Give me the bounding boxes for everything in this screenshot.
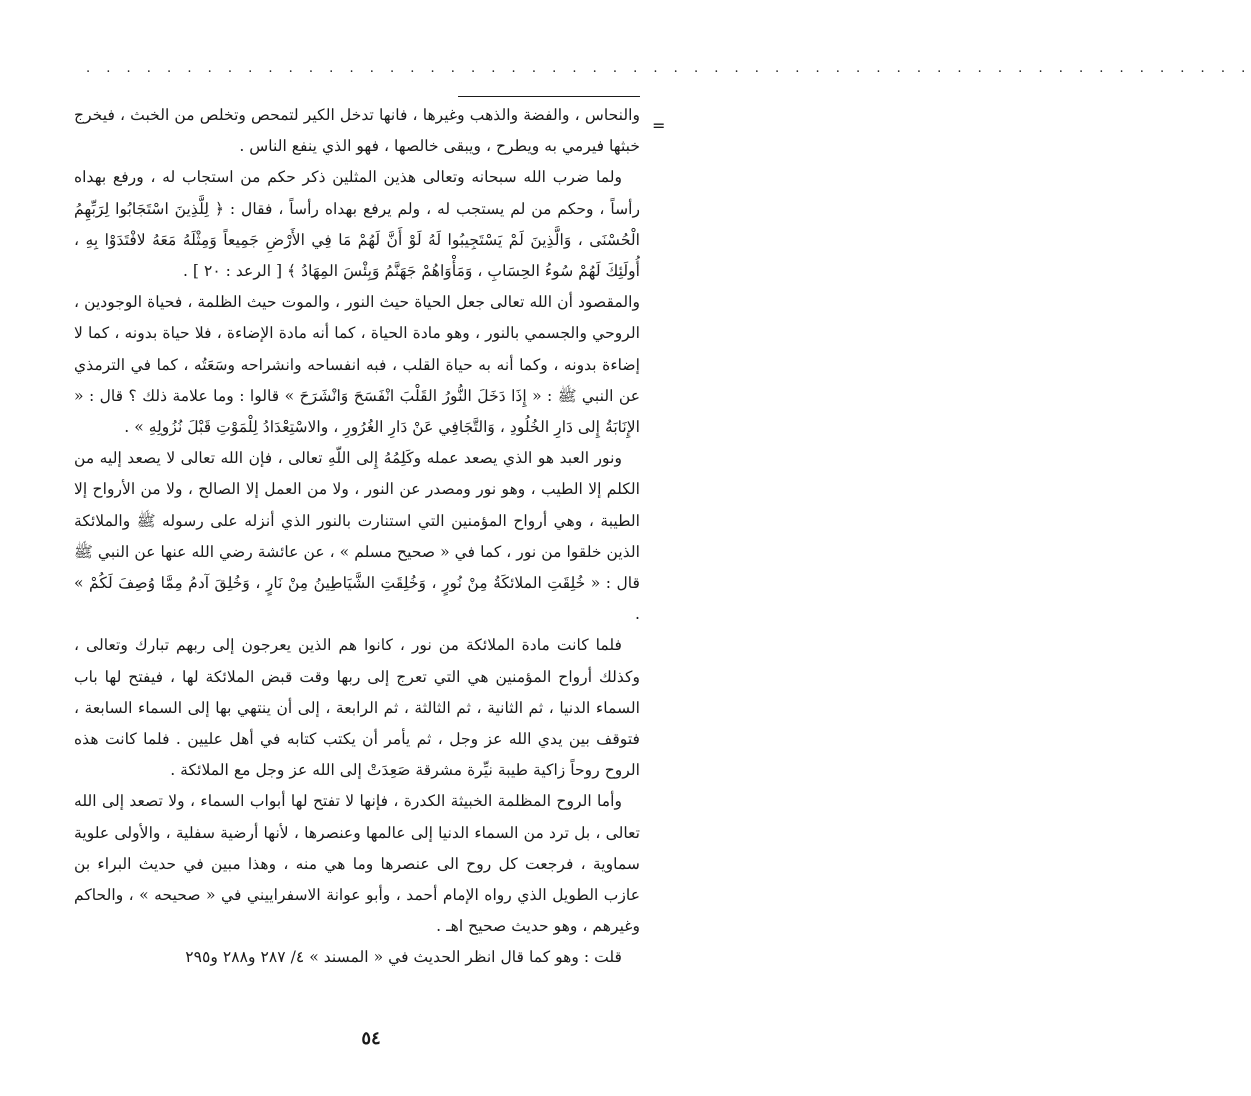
paragraph: والمقصود أن الله تعالى جعل الحياة حيث النور ، والموت حيث الظلمة ، فحياة الوجودين ، الروحي والجسمي بالنور ، وهو مادة الحياة ، كما أنه مادة الإضاءة ، فلا حياة بدونه ، كما لا إضاءة بدونه ، وكما أنه به حياة القلب ، فبه انفساحه وانشراحه وسَعَتُه ، كما في الترمذي عن النبي ﷺ : « إِذَا دَخَلَ النُّورُ القَلْبَ انْفَسَحَ وَانْشَرَحَ » قالوا : وما علامة ذلك ؟ قال : « الإِنَابَةُ إِلى دَارِ الخُلُودِ ، وَالتَّجَافِي عَنْ دَارِ الغُرُورِ ، والاسْتِعْدَادُ لِلْمَوْتِ قَبْلَ نُزُولِهِ » .: [74, 293, 640, 437]
header-dotted-rule: . . . . . . . . . . . . . . . . . . . . . . . . . . . . . . . . . . . . . . . . . . . . . . . . . . . . . . . . . .: [86, 61, 1251, 76]
paragraph: وأما الروح المظلمة الخبيثة الكدرة ، فإنها لا تفتح لها أبواب السماء ، ولا تصعد إلى الله تعالى ، بل ترد من السماء الدنيا إلى عالمها وعنصرها ، لأنها أرضية سفلية ، والأولى علوية سماوية ، فرجعت كل روح الى عنصرها وما هي منه ، وهذا مبين في حديث البراء بن عازب الطويل الذي رواه الإمام أحمد ، وأبو عوانة الاسفراييني في « صحيحه » ، والحاكم وغيرهم ، وهو حديث صحيح اهـ .: [74, 792, 640, 936]
margin-mark: =: [652, 116, 666, 135]
paragraph: فلما كانت مادة الملائكة من نور ، كانوا هم الذين يعرجون إلى ربهم تبارك وتعالى ، وكذلك أرواح المؤمنين هي التي تعرج إلى ربها وقت قبض الملائكة لها ، فيفتح لها باب السماء الدنيا ، ثم الثانية ، ثم الثالثة ، ثم الرابعة ، إلى أن ينتهي بها إلى السماء السابعة ، فتوقف بين يدي الله عز وجل ، ثم يأمر أن يكتب كتابه في أهل عليين . فلما كانت هذه الروح روحاً زاكية طيبة نيِّرة مشرقة صَعِدَتْ إلى الله عز وجل مع الملائكة .: [74, 636, 640, 780]
paragraph: والنحاس ، والفضة والذهب وغيرها ، فانها تدخل الكير لتمحص وتخلص من الخبث ، فيخرج خبثها فيرمي به ويطرح ، ويبقى خالصها ، فهو الذي ينفع الناس .: [74, 106, 640, 156]
header-rule: [458, 96, 640, 97]
paragraph: قلت : وهو كما قال انظر الحديث في « المسند » ٤/ ٢٨٧ و٢٨٨ و٢٩٥: [185, 948, 622, 967]
page-number: ٥٤: [361, 1028, 381, 1049]
body-text: [74, 100, 640, 974]
paragraph: ولما ضرب الله سبحانه وتعالى هذين المثلين ذكر حكم من استجاب له ، ورفع بهداه رأساً ، وحكم من لم يستجب له ، ولم يرفع بهداه رأساً ، فقال : ﴿ لِلَّذِينَ اسْتَجَابُوا لِرَبِّهِمُ الْحُسْنَى ، وَالَّذِينَ لَمْ يَسْتَجِيبُوا لَهُ لَوْ أَنَّ لَهُمْ مَا فِي الأَرْضِ جَمِيعاً وَمِثْلَهُ مَعَهُ لافْتَدَوْا بِهِ ، أُولَئِكَ لَهُمْ سُوءُ الحِسَابِ ، وَمَأْوَاهُمْ جَهَنَّمُ وَبِئْسَ المِهَادُ ﴾ [ الرعد : ٢٠ ] .: [74, 168, 640, 281]
paragraph: ونور العبد هو الذي يصعد عمله وكَلِمُهُ إِلى اللّهِ تعالى ، فإن الله تعالى لا يصعد إليه من الكلم إلا الطيب ، وهو نور ومصدر عن النور ، ولا من العمل إلا الصالح ، ولا من الأرواح إلا الطيبة ، وهي أرواح المؤمنين التي استنارت بالنور الذي أنزله على رسوله ﷺ والملائكة الذين خلقوا من نور ، كما في « صحيح مسلم » ، عن عائشة رضي الله عنها عن النبي ﷺ قال : « خُلِقَتِ الملائكَةُ مِنْ نُورٍ ، وَخُلِقَتِ الشَّيَاطِينُ مِنْ نَارٍ ، وَخُلِقَ آدمُ مِمَّا وُصِفَ لَكُمْ » .: [74, 449, 640, 624]
